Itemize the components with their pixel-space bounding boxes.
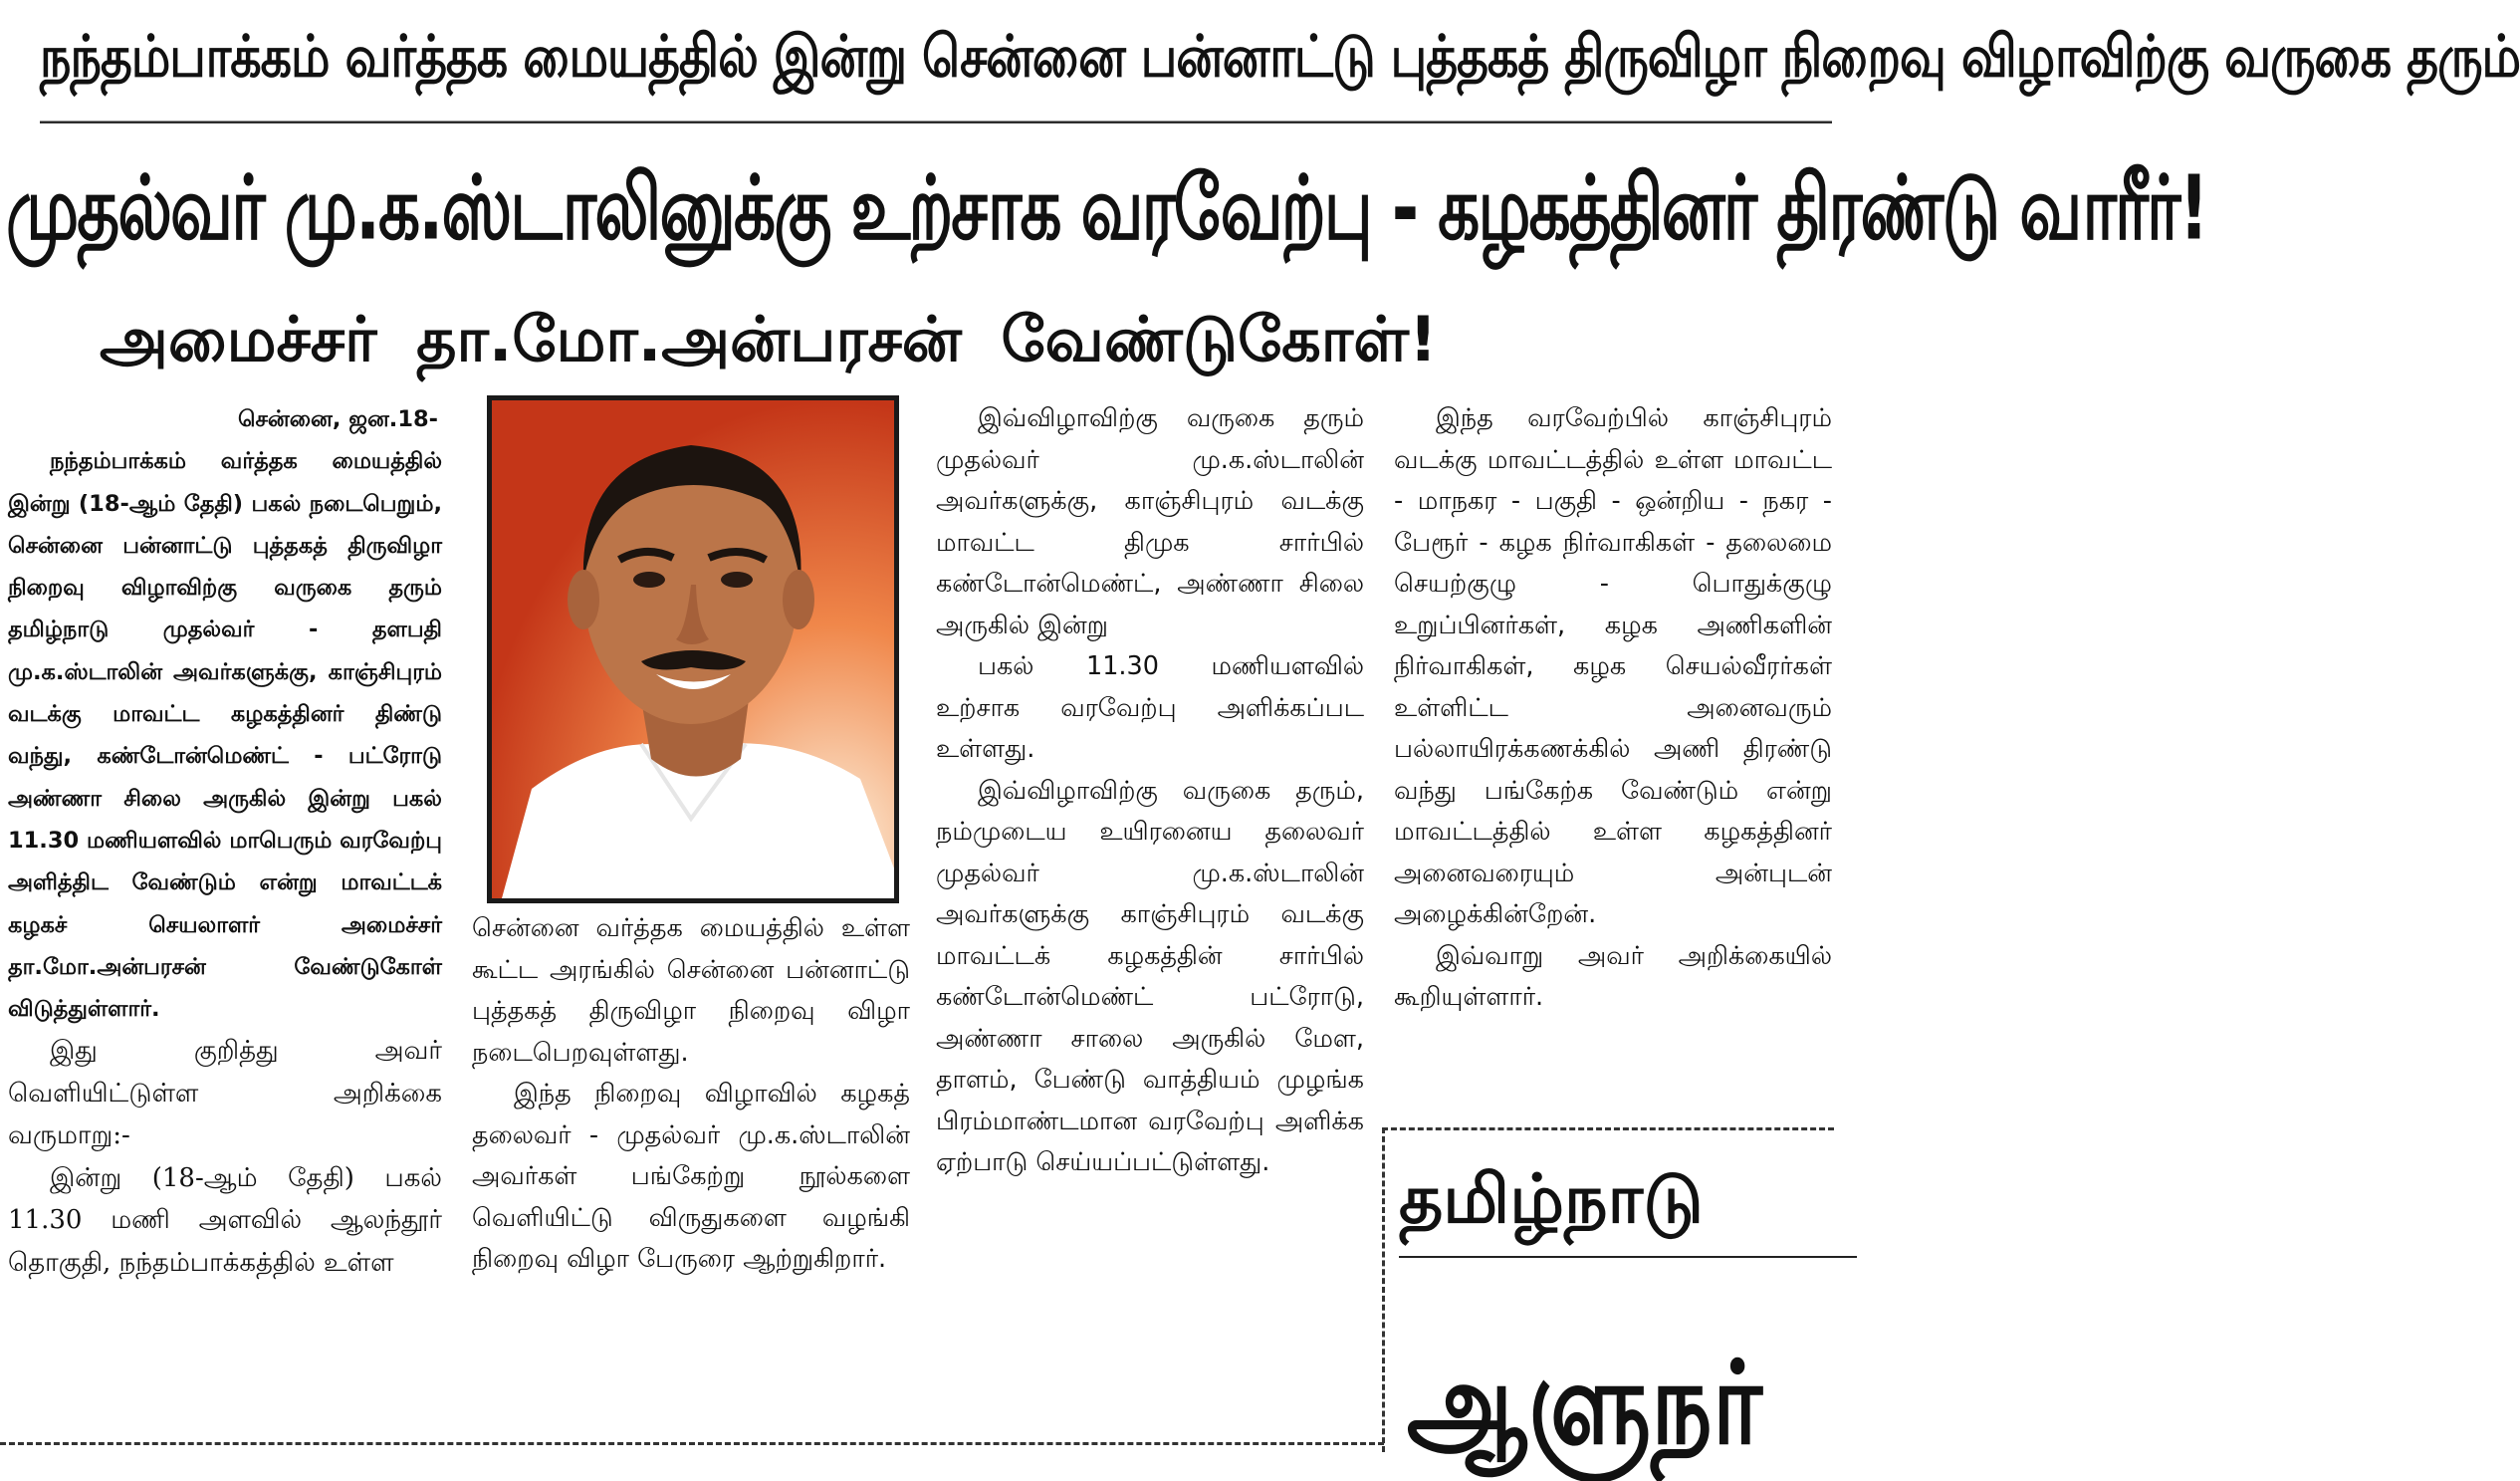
adjacent-story-headline: ஆளுநர் [1407, 1336, 1762, 1471]
body-paragraph: இந்த நிறைவு விழாவில் கழகத் தலைவர் - முதல்வர் மு.க.ஸ்டாலின் அவர்கள் பங்கேற்று நூல்களை வெளியிட்டு விருதுகளை வழங்கி நிறைவு விழா பேருரை ஆற்றுகிறார். [472, 1079, 910, 1274]
lead-paragraph: நந்தம்பாக்கம் வர்த்தக மையத்தில் இன்று (18-ஆம் தேதி) பகல் நடைபெறும், சென்னை பன்னாட்டு புத்தகத் திருவிழா நிறைவு விழாவிற்கு வருகை தரும் தமிழ்நாடு முதல்வர் - தளபதி மு.க.ஸ்டாலின் அவர்களுக்கு, காஞ்சிபுரம் வடக்கு மாவட்ட கழகத்தினர் திண்டு வந்து, கண்டோன்மெண்ட் - பட்ரோடு அண்ணா சிலை அருகில் இன்று பகல் 11.30 மணியளவில் மாபெரும் வரவேற்பு அளித்திட வேண்டும் என்று மாவட்டக் கழகச் செயலாளர் அமைச்சர் தா.மோ.அன்பரசன் வேண்டுகோள் விடுத்துள்ளார். [8, 448, 442, 1023]
article-column-3 [936, 398, 1364, 1446]
kicker-line: நந்தம்பாக்கம் வர்த்தக மையத்தில் இன்று சென்னை பன்னாட்டு புத்தகத் திருவிழா நிறைவு விழாவிற்கு வருகை தரும் [40, 0, 1832, 123]
body-paragraph: இவ்வாறு அவர் அறிக்கையில் கூறியுள்ளார். [1394, 940, 1832, 1012]
body-paragraph: இவ்விழாவிற்கு வருகை தரும், நம்முடைய உயிரனைய தலைவர் முதல்வர் மு.க.ஸ்டாலின் அவர்களுக்கு காஞ்சிபுரம் வடக்கு மாவட்டக் கழகத்தின் சார்பில் கண்டோன்மெண்ட் பட்ரோடு, அண்ணா சாலை அருகில் மேள, தாளம், பேண்டு வாத்தியம் முழங்க பிரம்மாண்டமான வரவேற்பு அளிக்க ஏற்பாடு செய்யப்பட்டுள்ளது. [936, 775, 1364, 1177]
article-column-4 [1394, 398, 1832, 1135]
body-paragraph: இந்த வரவேற்பில் காஞ்சிபுரம் வடக்கு மாவட்டத்தில் உள்ள மாவட்ட - மாநகர - பகுதி - ஒன்றிய - நகர - பேரூர் - கழக நிர்வாகிகள் - தலைமை செயற்குழு - பொதுக்குழு உறுப்பினர்கள், கழக அணிகளின் நிர்வாகிகள், கழக செயல்வீரர்கள் உள்ளிட்ட அனைவரும் பல்லாயிரக்கணக்கில் அணி திரண்டு வந்து பங்கேற்க வேண்டும் என்று மாவட்டத்தில் உள்ள கழகத்தினர் அனைவரையும் அன்புடன் அழைக்கின்றேன். [1394, 403, 1832, 929]
body-paragraph: இன்று (18-ஆம் தேதி) பகல் 11.30 மணி அளவில் ஆலந்தூர் தொகுதி, நந்தம்பாக்கத்தில் உள்ள [8, 1162, 442, 1278]
body-paragraph: சென்னை வர்த்தக மையத்தில் உள்ள கூட்ட அரங்கில் சென்னை பன்னாட்டு புத்தகத் திருவிழா நிறைவு விழா நடைபெறவுள்ளது. [472, 913, 910, 1068]
body-paragraph: இவ்விழாவிற்கு வருகை தரும் முதல்வர் மு.க.ஸ்டாலின் அவர்களுக்கு, காஞ்சிபுரம் வடக்கு மாவட்ட திமுக சார்பில் கண்டோன்மெண்ட், அண்ணா சிலை அருகில் இன்று [936, 403, 1364, 640]
adjacent-story-kicker: தமிழ்நாடு [1399, 1150, 1857, 1258]
dateline: சென்னை, ஜன.18- [237, 406, 438, 432]
article-column-2 [472, 908, 910, 1446]
body-paragraph: பகல் 11.30 மணியளவில் உற்சாக வரவேற்பு அளிக்கப்பட உள்ளது. [936, 651, 1364, 764]
article-column-1 [8, 398, 442, 1438]
body-paragraph: இது குறித்து அவர் வெளியிட்டுள்ள அறிக்கை வருமாறு:- [8, 1036, 442, 1151]
main-headline: முதல்வர் மு.க.ஸ்டாலினுக்கு உற்சாக வரவேற்பு - கழகத்தினர் திரண்டு வாரீர்! [6, 156, 2207, 261]
adjacent-story-box [1382, 1127, 1834, 1471]
dashed-divider [0, 1442, 1384, 1445]
sub-headline: அமைச்சர் தா.மோ.அன்பரசன் வேண்டுகோள்! [100, 303, 1438, 375]
minister-portrait [487, 395, 899, 903]
portrait-illustration [492, 400, 894, 898]
